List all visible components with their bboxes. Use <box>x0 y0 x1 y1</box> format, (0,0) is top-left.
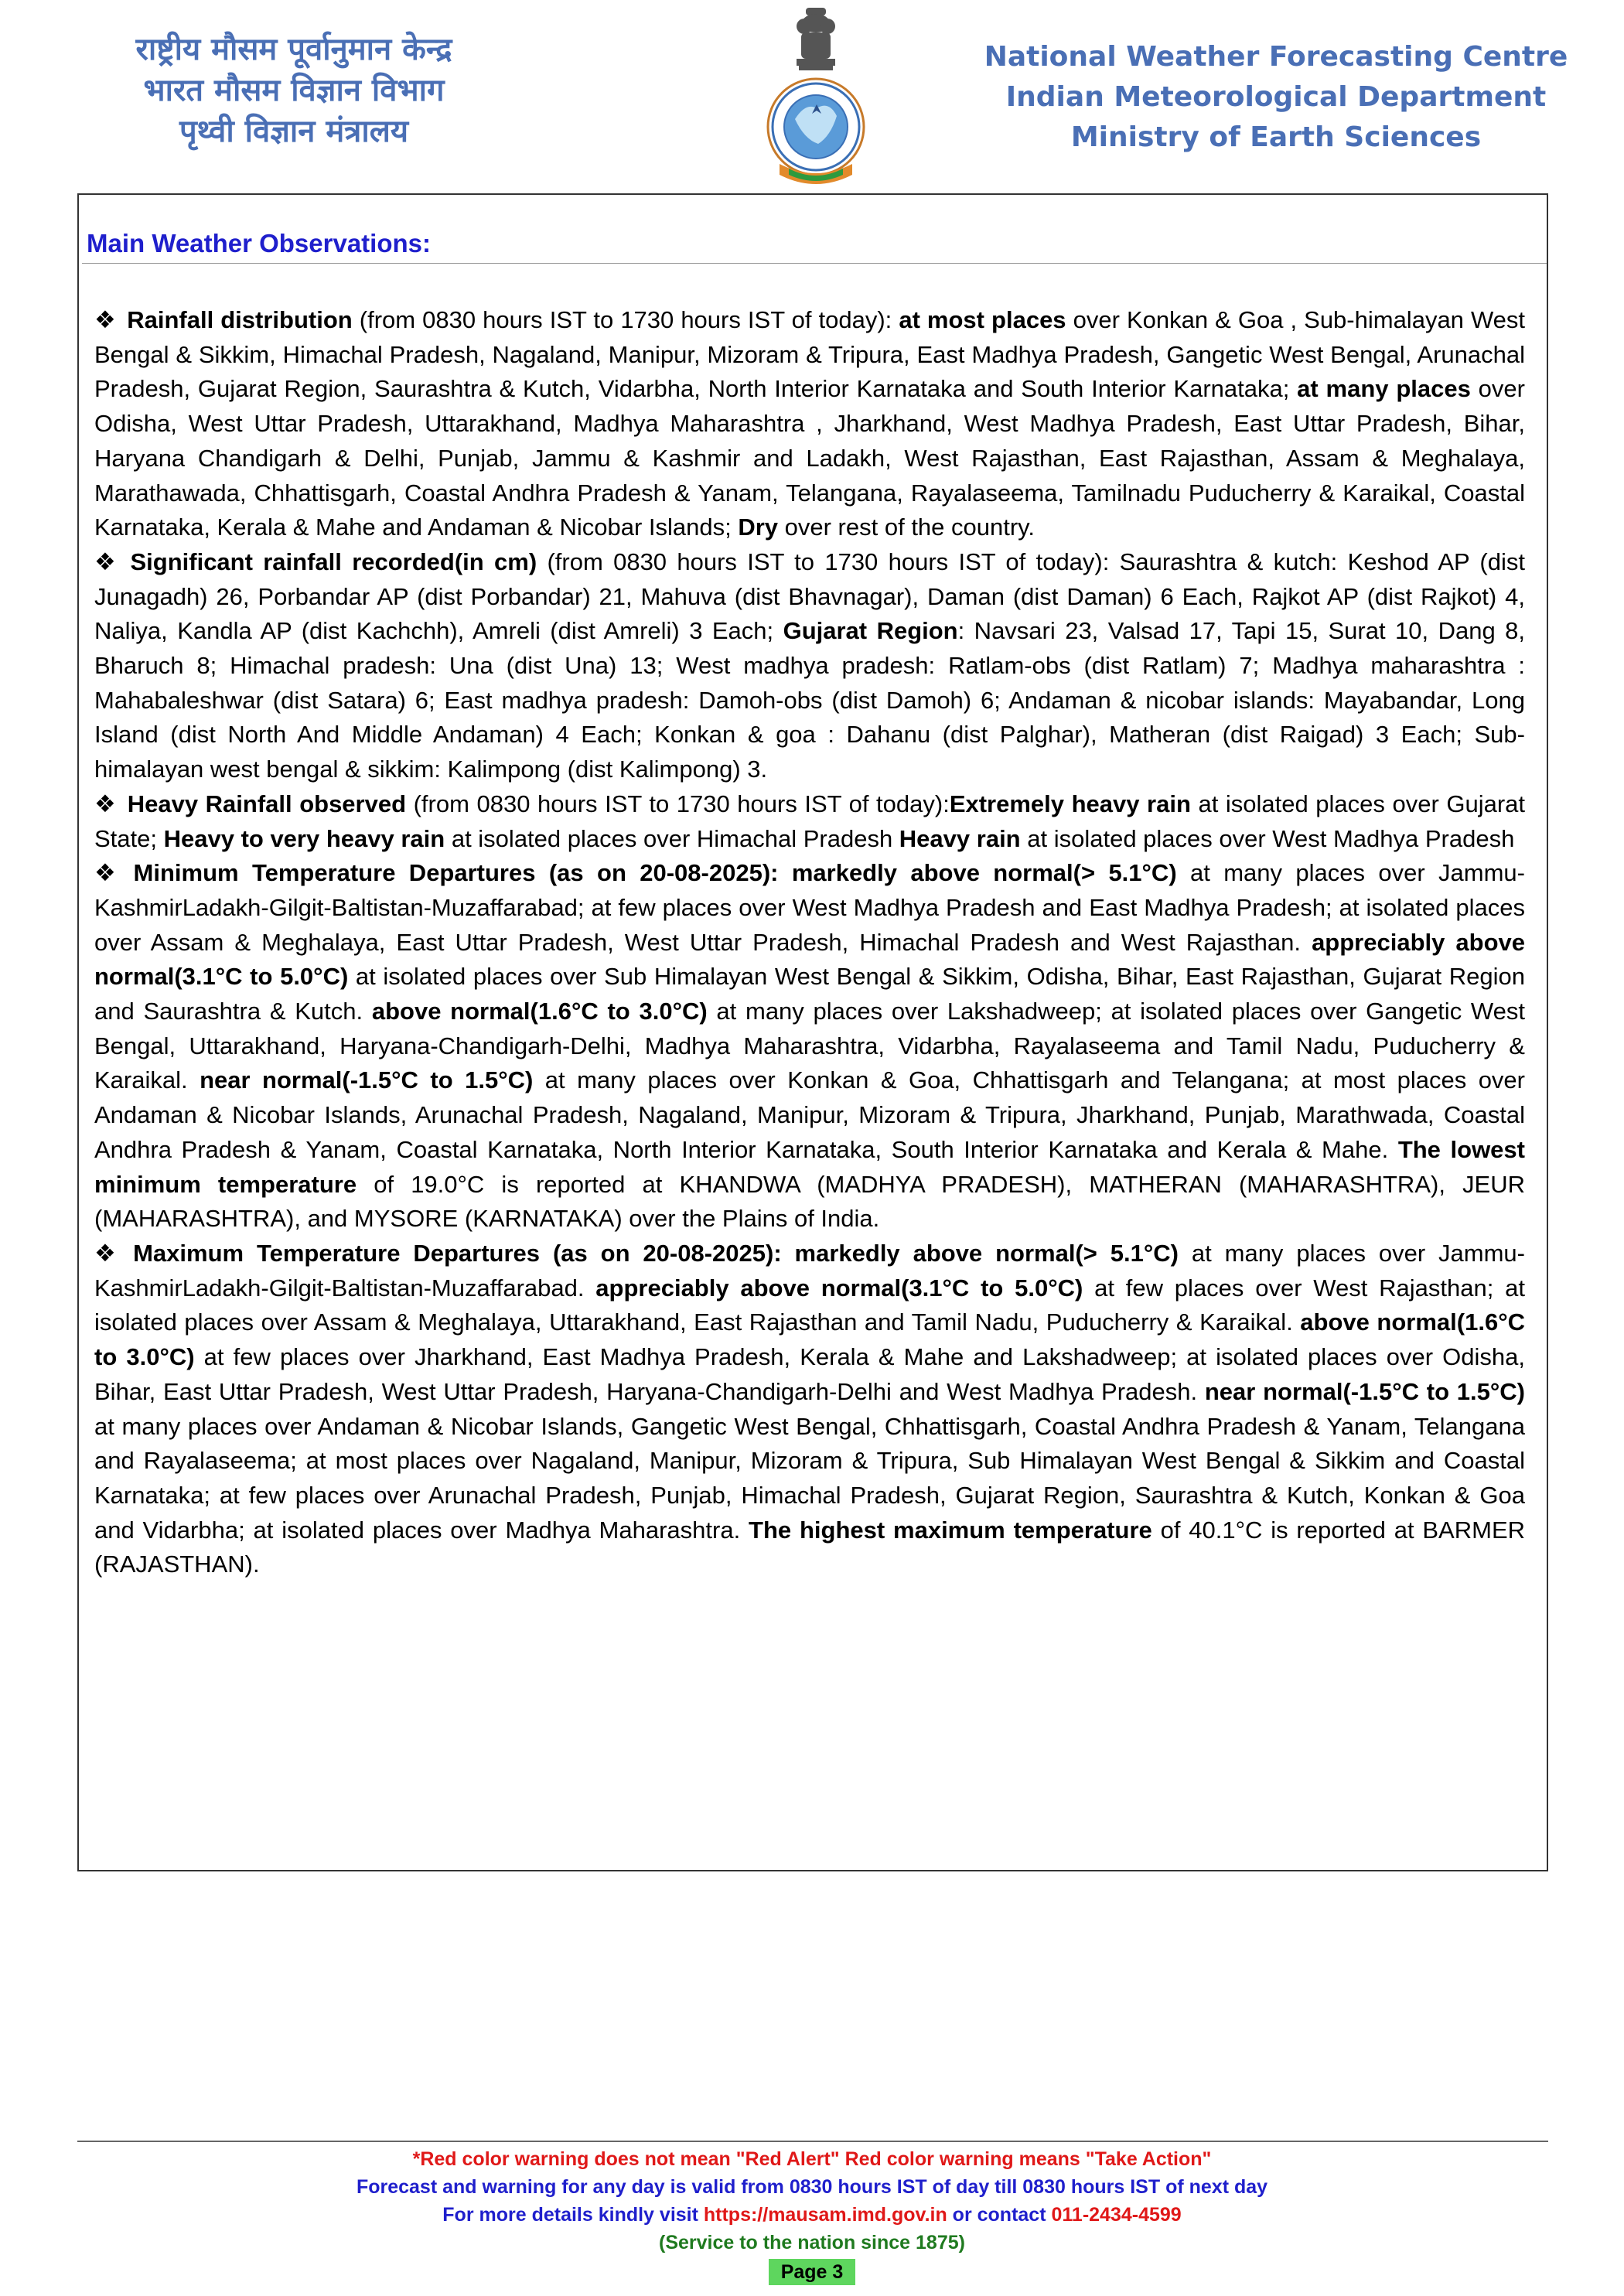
text-run: at isolated places over Himachal Pradesh <box>445 824 899 852</box>
bold-text-run: The highest maximum temperature <box>749 1516 1152 1544</box>
footer-contact-prefix: For more details kindly visit <box>442 2204 704 2226</box>
text-run: (from 0830 hours IST to 1730 hours IST of today): Saurashtra & kutch: Keshod AP (dist Junagadh) 26, Porbandar AP (dist Porbandar) 21, Mahuva (dist Bhavnagar), Daman (dist Daman) 6 Each, Rajkot AP (dist Rajkot) 4, Naliya, Kandla AP (dist Kachchh), Amreli (dist Amreli) 3 Each; <box>94 548 1525 645</box>
text-run: at isolated places over Sub Himalayan West Bengal & Sikkim, Odisha, Bihar, East Rajasthan, Gujarat Region and Saurashtra & Kutch. <box>94 963 1525 1025</box>
title-divider <box>82 263 1547 264</box>
text-run: at many places over Konkan & Goa, Chhattisgarh and Telangana; at most places over Andaman & Nicobar Islands, Arunachal Pradesh, Nagaland, Manipur, Mizoram & Tripura, Jharkhand, Punjab, Marathwada, Coastal Andhra Pradesh & Yanam, Coastal Karnataka, North Interior Karnataka, South Interior Karnataka and Kerala & Mahe. <box>94 1066 1525 1163</box>
header-hindi-line-3: पृथ्वी विज्ञान मंत्रालय <box>179 114 409 149</box>
bold-text-run: Rainfall distribution <box>127 306 353 333</box>
footer-red-warning: *Red color warning does not mean "Red Alert" Red color warning means "Take Action" <box>412 2148 1212 2170</box>
footer-phone: 011-2434-4599 <box>1051 2204 1182 2226</box>
text-run: at isolated places over Gujarat State; <box>94 790 1525 852</box>
text-run: of 19.0°C is reported at KHANDWA (MADHYA PRADESH), MATHERAN (MAHARASHTRA), JEUR (MAHARASHTRA), and MYSORE (KARNATAKA) over the Plains of India. <box>94 1170 1525 1233</box>
section-title: Main Weather Observations: <box>87 229 432 258</box>
bold-text-run: Extremely heavy rain <box>949 790 1191 817</box>
bold-text-run: The lowest minimum temperature <box>94 1135 1525 1198</box>
observations-panel <box>77 193 1548 1871</box>
bold-text-run: Maximum Temperature Departures (as on 20-08-2025): markedly above normal(> 5.1°C) <box>133 1239 1179 1267</box>
bold-text-run: Significant rainfall recorded(in cm) <box>130 548 537 575</box>
paragraph-maximum-temperature <box>94 1237 1525 1582</box>
bullet-diamond-icon: ❖ <box>94 1239 123 1267</box>
text-run: : Navsari 23, Valsad 17, Tapi 15, Surat 10, Dang 8, Bharuch 8; Himachal pradesh: Una (dist Una) 13; West madhya pradesh: Ratlam-obs (dist Ratlam) 7; Madhya maharashtra : Mahabaleshwar (dist Satara) 6; East madhya pradesh: Damoh-obs (dist Damoh) 6; Andaman & nicobar islands: Mayabandar, Long Island (dist North And Middle Andaman) 4 Each; Konkan & goa : Dahanu (dist Palghar), Matheran (dist Raigad) 3 Each; Sub-himalayan west bengal & sikkim: Kalimpong (dist Kalimpong) 3. <box>94 617 1525 783</box>
bold-text-run: Heavy rain <box>899 824 1021 852</box>
bold-text-run: above normal(1.6°C to 3.0°C) <box>371 998 708 1025</box>
header-hindi <box>77 29 510 152</box>
header-hindi-line-1: राष्ट्रीय मौसम पूर्वानुमान केन्द्र <box>135 32 452 67</box>
bold-text-run: appreciably above normal(3.1°C to 5.0°C) <box>94 928 1525 991</box>
paragraph-rainfall-distribution <box>94 303 1525 545</box>
text-run: of 40.1°C is reported at BARMER (RAJASTHAN). <box>94 1516 1526 1578</box>
bold-text-run: appreciably above normal(3.1°C to 5.0°C) <box>595 1274 1083 1302</box>
text-run: (from 0830 hours IST to 1730 hours IST of today): <box>406 790 950 817</box>
text-run: at many places over Lakshadweep; at isolated places over Gangetic West Bengal, Uttarakhand, Haryana-Chandigarh-Delhi, Madhya Maharashtra, Vidarbha, Rayalaseema and Tamil Nadu, Puducherry & Karaikal. <box>94 998 1525 1094</box>
bullet-diamond-icon: ❖ <box>94 790 117 817</box>
header-english-line-1: National Weather Forecasting Centre <box>984 41 1568 73</box>
footer-contact-mid: or contact <box>947 2204 1052 2226</box>
bold-text-run: Heavy to very heavy rain <box>163 824 445 852</box>
text-run: at few places over West Rajasthan; at isolated places over Assam & Meghalaya, Uttarakhand, East Rajasthan and Tamil Nadu, Puducherry & Karaikal. <box>94 1274 1525 1336</box>
bold-text-run: Dry <box>738 513 779 541</box>
bullet-diamond-icon: ❖ <box>94 306 117 333</box>
footer-validity: Forecast and warning for any day is valid from 0830 hours IST of day till 0830 hours IST of next day <box>356 2176 1268 2198</box>
text-run: over rest of the country. <box>778 513 1035 541</box>
header-hindi-line-2: भारत मौसम विज्ञान विभाग <box>143 73 445 108</box>
header-english-line-3: Ministry of Earth Sciences <box>1070 121 1482 153</box>
imd-emblem-logo <box>766 3 866 186</box>
text-run: at many places over Jammu-KashmirLadakh-Gilgit-Baltistan-Muzaffarabad. <box>94 1239 1525 1302</box>
paragraph-heavy-rainfall <box>94 787 1525 856</box>
text-run: at many places over Jammu-KashmirLadakh-Gilgit-Baltistan-Muzaffarabad; at few places over West Madhya Pradesh and East Madhya Pradesh; at isolated places over Assam & Meghalaya, East Uttar Pradesh, West Uttar Pradesh, Himachal Pradesh and West Rajasthan. <box>94 859 1525 956</box>
text-run: (from 0830 hours IST to 1730 hours IST of today): <box>352 306 899 333</box>
footer <box>0 2145 1624 2286</box>
bold-text-run: at most places <box>899 306 1066 333</box>
paragraph-minimum-temperature <box>94 856 1525 1237</box>
bold-text-run: above normal(1.6°C to 3.0°C) <box>94 1308 1525 1371</box>
bullet-diamond-icon: ❖ <box>94 859 123 887</box>
header-english-line-2: Indian Meteorological Department <box>1005 81 1547 113</box>
text-run: at few places over Jharkhand, East Madhya Pradesh, Kerala & Mahe and Lakshadweep; at isolated places over Odisha, Bihar, East Uttar Pradesh, West Uttar Pradesh, Haryana-Chandigarh-Delhi and West Madhya Pradesh. <box>94 1343 1525 1405</box>
bold-text-run: near normal(-1.5°C to 1.5°C) <box>200 1066 534 1094</box>
footer-divider <box>77 2141 1548 2142</box>
bold-text-run: near normal(-1.5°C to 1.5°C) <box>1204 1377 1525 1405</box>
observations-content <box>94 303 1525 1582</box>
page-number-badge: Page 3 <box>769 2259 856 2285</box>
bold-text-run: Gujarat Region <box>783 617 958 645</box>
text-run: at many places over Andaman & Nicobar Islands, Gangetic West Bengal, Chhattisgarh, Coastal Andhra Pradesh & Yanam, Telangana and Rayalaseema; at most places over Nagaland, Manipur, Mizoram & Tripura, Sub Himalayan West Bengal & Sikkim and Coastal Karnataka; at few places over Arunachal Pradesh, Punjab, Himachal Pradesh, Gujarat Region, Saurashtra & Kutch, Konkan & Goa and Vidarbha; at isolated places over Madhya Maharashtra. <box>94 1412 1525 1544</box>
footer-website-link[interactable]: https://mausam.imd.gov.in <box>703 2204 947 2226</box>
footer-contact <box>0 2201 1624 2229</box>
bullet-diamond-icon: ❖ <box>94 548 120 575</box>
header-english <box>982 37 1570 158</box>
bold-text-run: Heavy Rainfall observed <box>127 790 407 817</box>
text-run: over Odisha, West Uttar Pradesh, Uttarakhand, Madhya Maharashtra , Jharkhand, West Madhya Pradesh, East Uttar Pradesh, Bihar, Haryana Chandigarh & Delhi, Punjab, Jammu & Kashmir and Ladakh, West Rajasthan, East Rajasthan, Assam & Meghalaya, Marathawada, Chhattisgarh, Coastal Andhra Pradesh & Yanam, Telangana, Rayalaseema, Tamilnadu Puducherry & Karaikal, Coastal Karnataka, Kerala & Mahe and Andaman & Nicobar Islands; <box>94 375 1525 541</box>
paragraph-significant-rainfall <box>94 545 1525 787</box>
bold-text-run: at many places <box>1297 375 1471 403</box>
text-run: over Konkan & Goa , Sub-himalayan West Bengal & Sikkim, Himachal Pradesh, Nagaland, Manipur, Mizoram & Tripura, East Madhya Pradesh, Gangetic West Bengal, Arunachal Pradesh, Gujarat Region, Saurashtra & Kutch, Vidarbha, North Interior Karnataka and South Interior Karnataka; <box>94 306 1526 403</box>
text-run: at isolated places over West Madhya Pradesh <box>1020 824 1515 852</box>
bold-text-run: Minimum Temperature Departures (as on 20-08-2025): markedly above normal(> 5.1°C) <box>133 859 1177 887</box>
footer-service: (Service to the nation since 1875) <box>659 2232 965 2253</box>
